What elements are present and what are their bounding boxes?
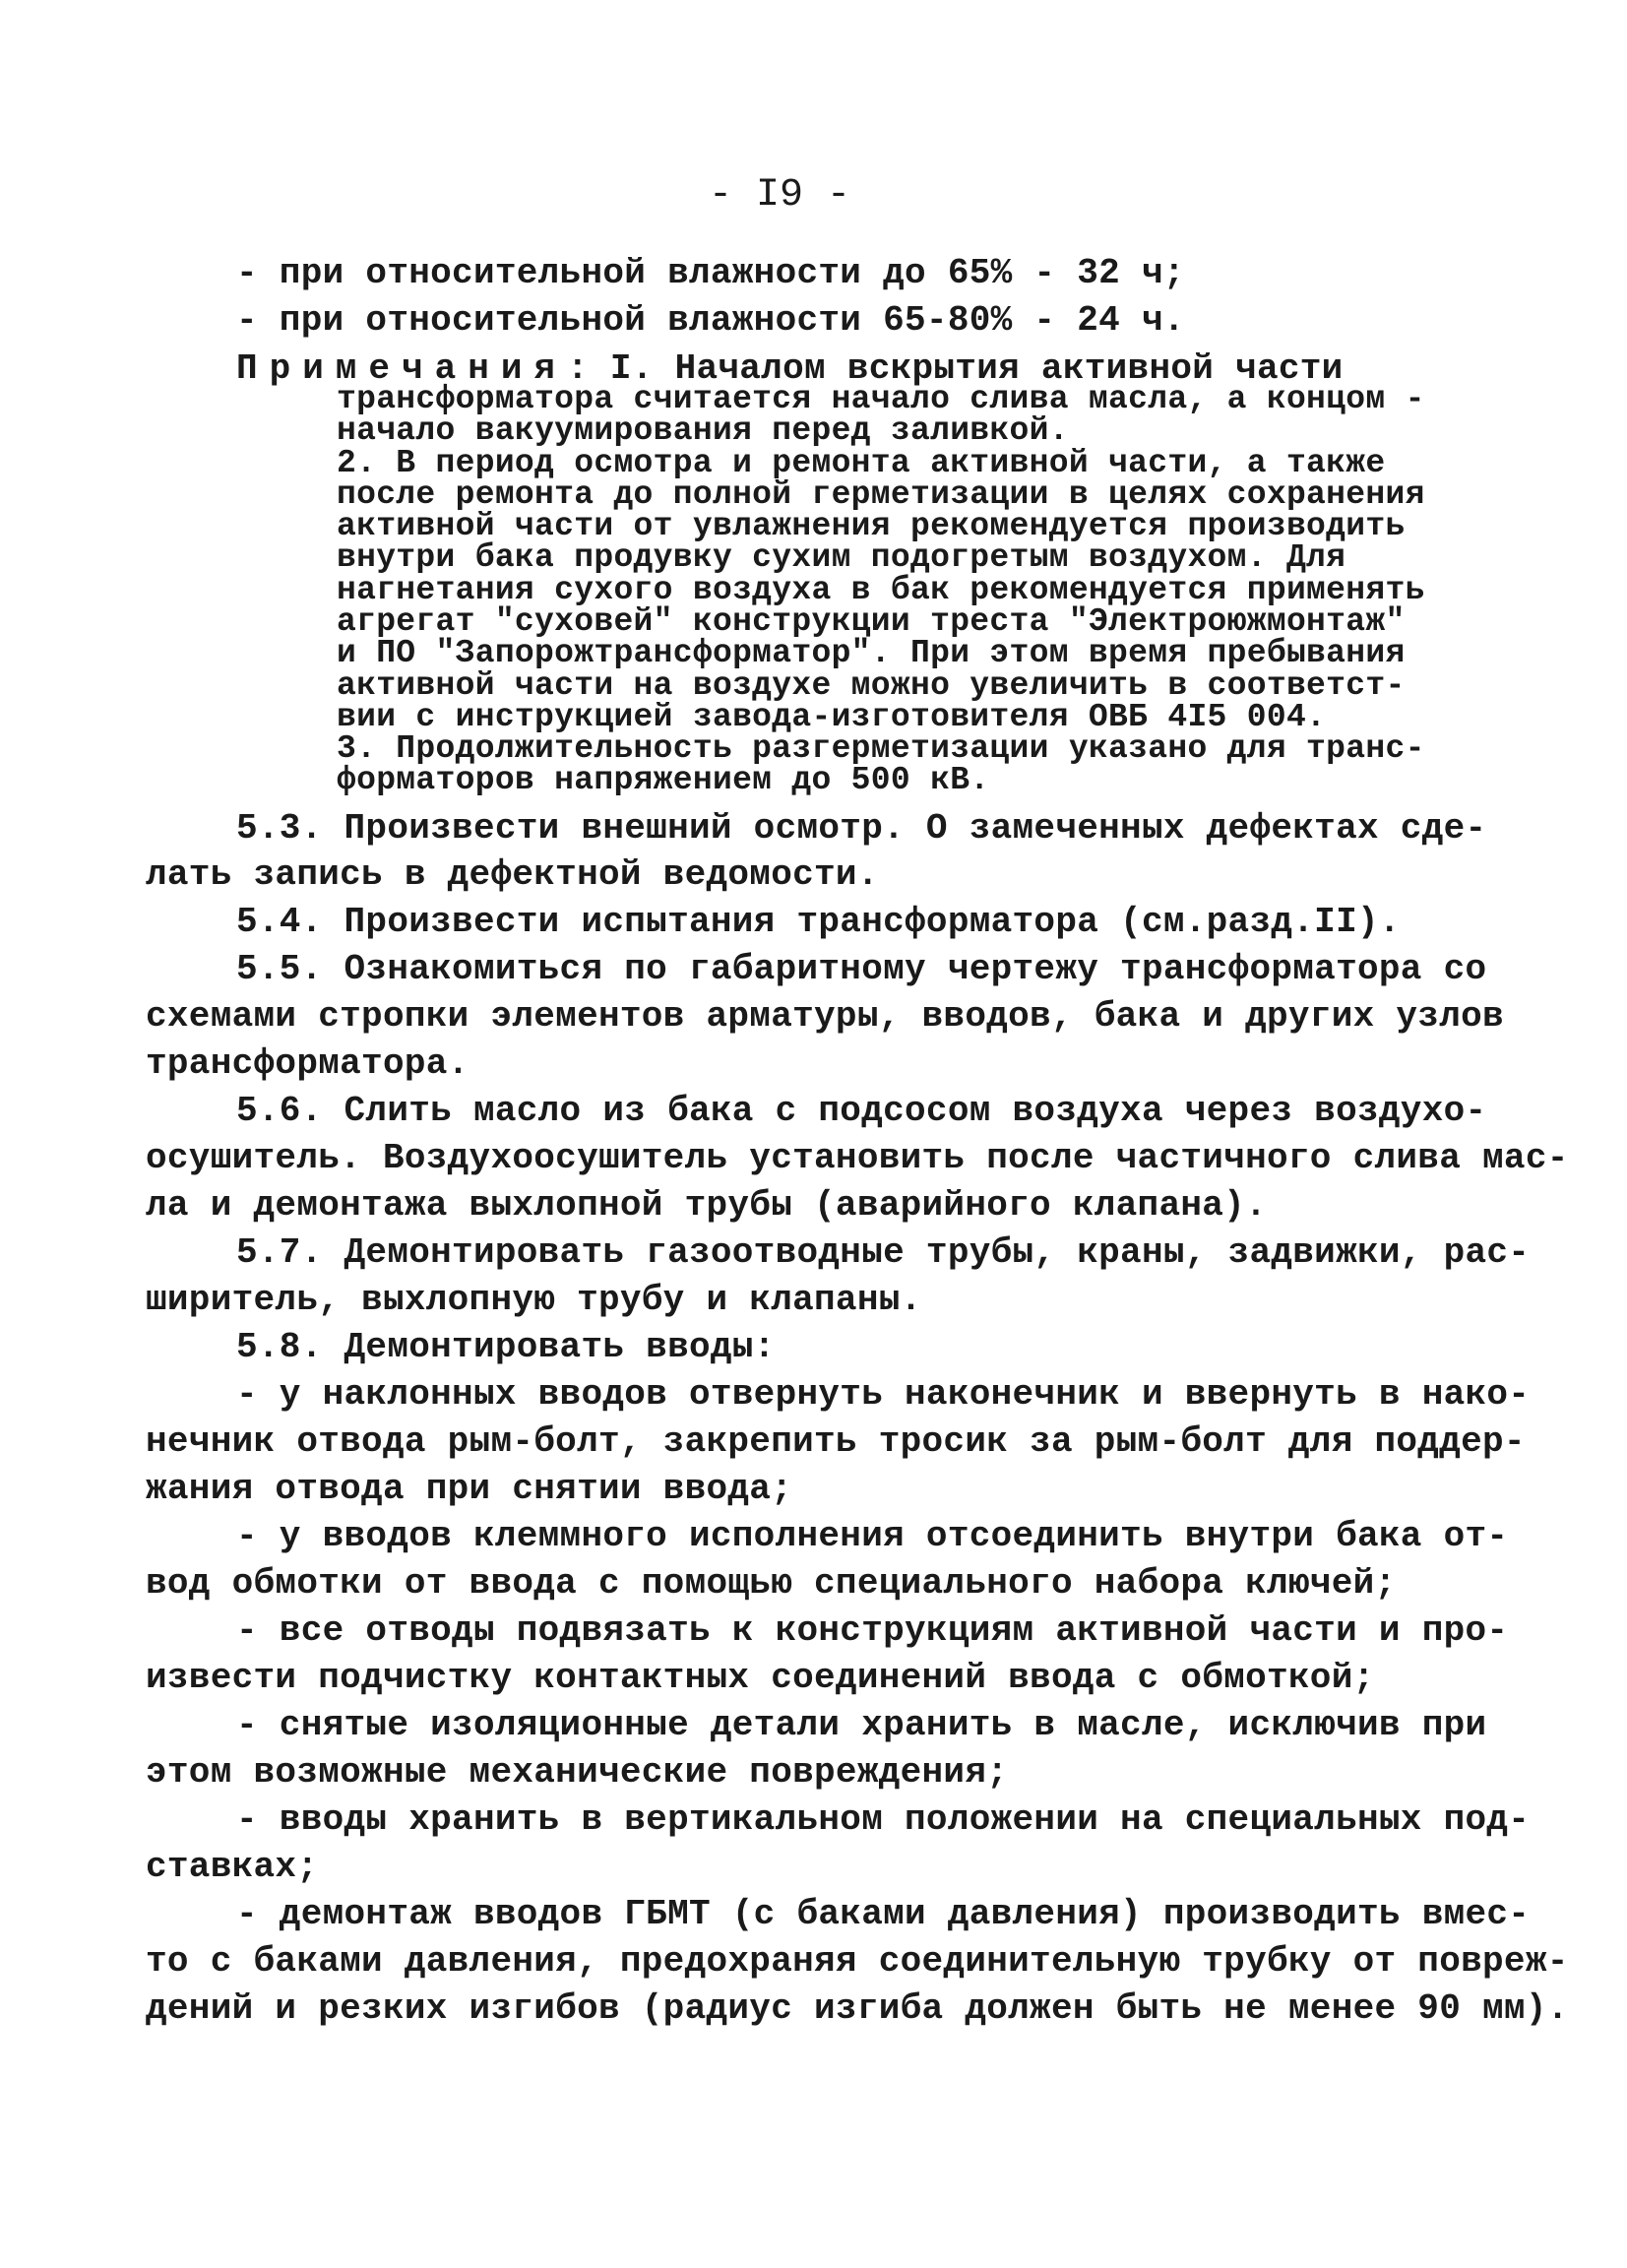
note-line: 2. В период осмотра и ремонта активной части, а также <box>337 445 1386 481</box>
note-line: нагнетания сухого воздуха в бак рекомендуется применять <box>337 572 1425 608</box>
page-number: - I9 - <box>709 173 851 218</box>
note-line: трансформатора считается начало слива масла, а концом - <box>337 381 1425 417</box>
note-line: агрегат "суховей" конструкции треста "Электроюжмонтаж" <box>337 603 1406 640</box>
text-line: лать запись в дефектной ведомости. <box>146 854 879 895</box>
text-line: ла и демонтажа выхлопной трубы (аварийного клапана). <box>146 1185 1267 1226</box>
text-line: - при относительной влажности 65-80% - 24 ч. <box>236 300 1185 341</box>
text-line: - все отводы подвязать к конструкциям активной части и про- <box>236 1610 1509 1651</box>
notes-heading: Примечания <box>236 348 568 389</box>
text-line: жания отвода при снятии ввода; <box>146 1469 793 1509</box>
note-line: активной части на воздухе можно увеличить в соответст- <box>337 667 1406 704</box>
note-line: внутри бака продувку сухим подогретым воздухом. Для <box>337 539 1346 576</box>
note-line: форматоров напряжением до 500 кВ. <box>337 762 990 798</box>
text-line: ставках; <box>146 1847 319 1887</box>
text-line: 5.6. Слить масло из бака с подсосом воздуха через воздухо- <box>236 1091 1487 1131</box>
text-line: - при относительной влажности до 65% - 32 ч; <box>236 253 1185 293</box>
note-line: после ремонта до полной герметизации в целях сохранения <box>337 476 1425 513</box>
text-line: нечник отвода рым-болт, закрепить тросик за рым-болт для поддер- <box>146 1421 1526 1462</box>
text-line: 5.8. Демонтировать вводы: <box>236 1327 776 1367</box>
text-line: этом возможные механические повреждения; <box>146 1752 1009 1793</box>
note-line: 3. Продолжительность разгерметизации указано для транс- <box>337 730 1425 767</box>
text-line: 5.3. Произвести внешний осмотр. О замеченных дефектах сде- <box>236 808 1487 849</box>
note-line: и ПО "Запорожтрансформатор". При этом время пребывания <box>337 635 1406 671</box>
text-line: осушитель. Воздухоосушитель установить после частичного слива мас- <box>146 1138 1569 1178</box>
text-line: - вводы хранить в вертикальном положении на специальных под- <box>236 1799 1531 1840</box>
text-line: ширитель, выхлопную трубу и клапаны. <box>146 1280 922 1320</box>
text-line: - снятые изоляционные детали хранить в масле, исключив при <box>236 1705 1487 1745</box>
text-line: схемами стропки элементов арматуры, вводов, бака и других узлов <box>146 996 1504 1037</box>
note-line: начало вакуумирования перед заливкой. <box>337 412 1069 449</box>
text-line: то с баками давления, предохраняя соединительную трубку от повреж- <box>146 1941 1569 1982</box>
text-line: - у наклонных вводов отвернуть наконечник и ввернуть в нако- <box>236 1374 1531 1415</box>
text-line: 5.4. Произвести испытания трансформатора (см.разд.II). <box>236 902 1401 942</box>
text-line: извести подчистку контактных соединений ввода с обмоткой; <box>146 1658 1375 1698</box>
text-line: дений и резких изгибов (радиус изгиба должен быть не менее 90 мм). <box>146 1988 1569 2029</box>
text-line: 5.7. Демонтировать газоотводные трубы, краны, задвижки, рас- <box>236 1232 1531 1273</box>
text-line: - у вводов клеммного исполнения отсоединить внутри бака от- <box>236 1516 1509 1556</box>
text-line: вод обмотки от ввода с помощью специального набора ключей; <box>146 1563 1397 1604</box>
note-line: вии с инструкцией завода-изготовителя ОВБ 4I5 004. <box>337 699 1327 735</box>
note-line: активной части от увлажнения рекомендуется производить <box>337 508 1406 544</box>
text-line: трансформатора. <box>146 1043 469 1084</box>
text-line: - демонтаж вводов ГБМТ (с баками давления) производить вмес- <box>236 1894 1531 1934</box>
notes-heading-suffix: : I. Началом вскрытия активной части <box>567 348 1344 389</box>
text-line: 5.5. Ознакомиться по габаритному чертежу трансформатора со <box>236 949 1487 989</box>
